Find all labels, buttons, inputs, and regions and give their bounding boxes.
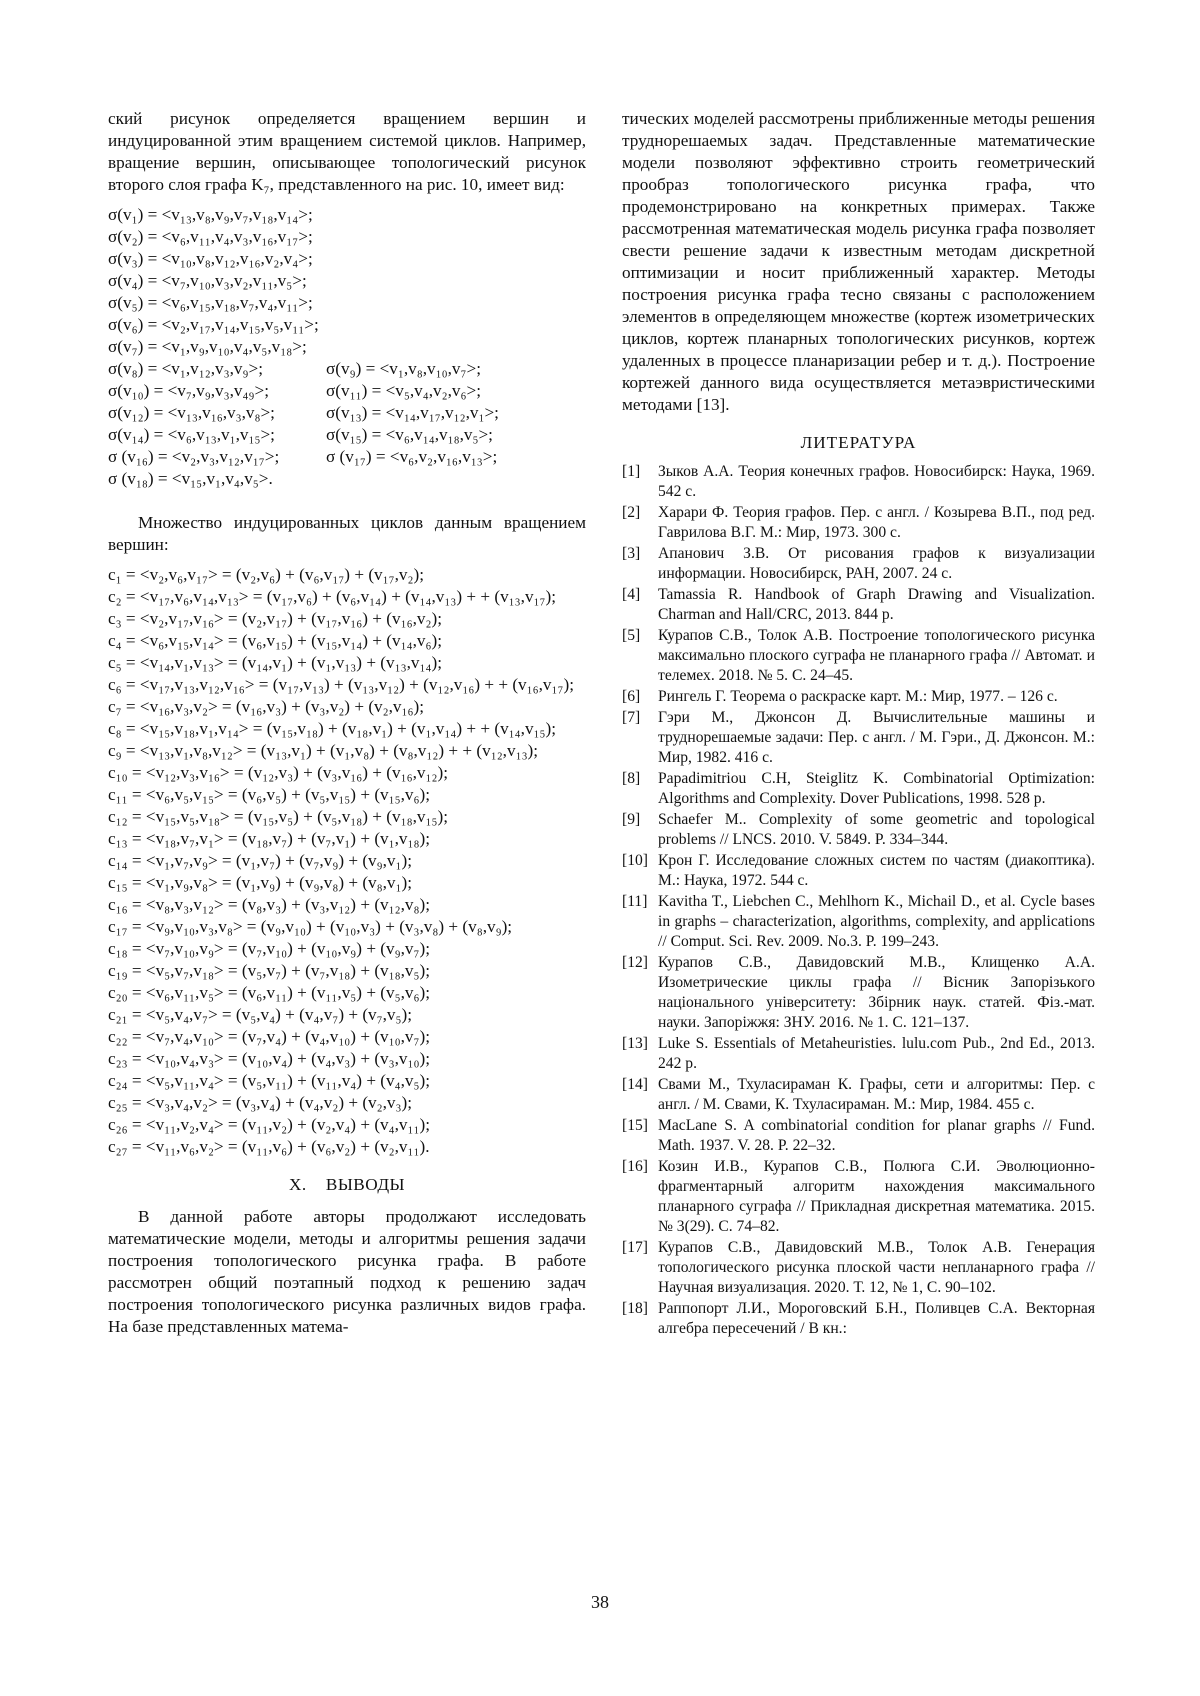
rotation-line: σ (v₁₆) = <v₂,v₃,v₁₂,v₁₇>; bbox=[108, 447, 280, 466]
rotation-pair bbox=[108, 380, 586, 402]
reference-item bbox=[622, 544, 1095, 584]
reference-text: Свами М., Тхуласираман К. Графы, сети и алгоритмы: Пер. с англ. / М. Свами, К. Тхуласираман. М.: Мир, 1984. 455 с. bbox=[658, 1076, 1095, 1113]
reference-number: [8] bbox=[622, 770, 641, 787]
reference-number: [12] bbox=[622, 954, 648, 971]
references-heading: ЛИТЕРАТУРА bbox=[800, 433, 917, 452]
cycle-line: c₁₅ = <v₁,v₉,v₈> = (v₁,v₉) + (v₉,v₈) + (v₈,v₁); bbox=[108, 873, 413, 892]
reference-number: [6] bbox=[622, 688, 641, 705]
reference-text: Schaefer M.. Complexity of some geometric and topological problems // LNCS. 2010. V. 5849. P. 334–344. bbox=[658, 811, 1095, 848]
reference-text: Крон Г. Исследование сложных систем по частям (диакоптика). М.: Наука, 1972. 544 с. bbox=[658, 852, 1095, 889]
reference-number: [18] bbox=[622, 1300, 648, 1317]
rotation-list bbox=[108, 204, 586, 490]
rotation-line: σ(v₇) = <v₁,v₉,v₁₀,v₄,v₅,v₁₈>; bbox=[108, 337, 307, 356]
reference-number: [16] bbox=[622, 1158, 648, 1175]
reference-text: Papadimitriou C.H, Steiglitz K. Combinatorial Optimization: Algorithms and Complexity. Dover Publications, 1998. 528 p. bbox=[658, 770, 1095, 807]
reference-text: Kavitha T., Liebchen C., Mehlhorn K., Michail D., et al. Cycle bases in graphs – characterization, algorithms, complexity, and applications // Comput. Sci. Rev. 2009. No.3. P. 199–243. bbox=[658, 893, 1095, 950]
reference-text: Харари Ф. Теория графов. Пер. с англ. / Козырева В.П., под ред. Гаврилова В.Г. М.: Мир, 1973. 300 с. bbox=[658, 504, 1095, 541]
cycle-line: c₁₄ = <v₁,v₇,v₉> = (v₁,v₇) + (v₇,v₉) + (v₉,v₁); bbox=[108, 851, 413, 870]
cycle-line: c₂₄ = <v₅,v₁₁,v₄> = (v₅,v₁₁) + (v₁₁,v₄) + (v₄,v₅); bbox=[108, 1071, 430, 1090]
rotation-pair bbox=[108, 424, 586, 446]
conclusion-paragraph: В данной работе авторы продолжают исследовать математические модели, методы и алгоритмы решения задачи построения топологического рисунка графа. В работе рассмотрен общий поэтапный подход к решению задач построения топологического рисунка различных видов графа. На базе представленных матема- bbox=[108, 1207, 586, 1336]
page-number: 38 bbox=[591, 1592, 609, 1612]
cycle-line: c₂₇ = <v₁₁,v₆,v₂> = (v₁₁,v₆) + (v₆,v₂) + (v₂,v₁₁). bbox=[108, 1137, 430, 1156]
cycle-line: c₂₃ = <v₁₀,v₄,v₃> = (v₁₀,v₄) + (v₄,v₃) + (v₃,v₁₀); bbox=[108, 1049, 430, 1068]
cycle-line: c₂₀ = <v₆,v₁₁,v₅> = (v₆,v₁₁) + (v₁₁,v₅) + (v₅,v₆); bbox=[108, 983, 430, 1002]
cycle-line: c₁₂ = <v₁₅,v₅,v₁₈> = (v₁₅,v₅) + (v₅,v₁₈) + (v₁₈,v₁₅); bbox=[108, 807, 448, 826]
conclusion-continued-paragraph: тических моделей рассмотрены приближенные методы решения труднорешаемых задач. Представленные математические модели позволяют эффективно строить геометрический прообраз топологического рисунка графа, что продемонстрировано на конкретных примерах. Также рассмотренная математическая модель рисунка графа позволяет свести решение задачи к известным методам дискретной оптимизации и носит приближенный характер. Методы построения рисунка графа тесно связаны с расположением элементов в определяющем множестве (кортеж изометрических циклов, кортеж планарных топологических рисунков, кортеж удаленных в процессе планаризации ребер и т. д.). Построение кортежей данного вида осуществляется метаэвристическими методами [13]. bbox=[622, 109, 1095, 414]
reference-item bbox=[622, 503, 1095, 543]
cycle-line: c₂ = <v₁₇,v₆,v₁₄,v₁₃> = (v₁₇,v₆) + (v₆,v₁₄) + (v₁₄,v₁₃) + + (v₁₃,v₁₇); bbox=[108, 587, 557, 606]
cycle-line: c₁ = <v₂,v₆,v₁₇> = (v₂,v₆) + (v₆,v₁₇) + (v₁₇,v₂); bbox=[108, 565, 425, 584]
rotation-line: σ(v₁₃) = <v₁₄,v₁₇,v₁₂,v₁>; bbox=[326, 403, 499, 422]
reference-number: [2] bbox=[622, 504, 641, 521]
cycle-line: c₆ = <v₁₇,v₁₃,v₁₂,v₁₆> = (v₁₇,v₁₃) + (v₁₃,v₁₂) + (v₁₂,v₁₆) + + (v₁₆,v₁₇); bbox=[108, 675, 575, 694]
rotation-line: σ(v₁₅) = <v₆,v₁₄,v₁₈,v₅>; bbox=[326, 425, 493, 444]
cycle-line: c₁₈ = <v₇,v₁₀,v₉> = (v₇,v₁₀) + (v₁₀,v₉) + (v₉,v₇); bbox=[108, 939, 430, 958]
reference-item bbox=[622, 1116, 1095, 1156]
rotation-line: σ(v₅) = <v₆,v₁₅,v₁₈,v₇,v₄,v₁₁>; bbox=[108, 293, 313, 312]
cycle-line: c₅ = <v₁₄,v₁,v₁₃> = (v₁₄,v₁) + (v₁,v₁₃) + (v₁₃,v₁₄); bbox=[108, 653, 442, 672]
intro-paragraph: ский рисунок определяется вращением вершин и индуцированной этим вращением системой циклов. Например, вращение вершин, описывающее топологический рисунок второго слоя графа K₇, представленного на рис. 10, имеет вид: bbox=[108, 109, 586, 194]
rotation-line: σ(v₂) = <v₆,v₁₁,v₄,v₃,v₁₆,v₁₇>; bbox=[108, 227, 313, 246]
reference-number: [10] bbox=[622, 852, 648, 869]
rotation-line: σ(v₄) = <v₇,v₁₀,v₃,v₂,v₁₁,v₅>; bbox=[108, 271, 307, 290]
reference-item bbox=[622, 953, 1095, 1033]
reference-item bbox=[622, 1238, 1095, 1298]
rotation-line: σ (v₁₈) = <v₁₅,v₁,v₄,v₅>. bbox=[108, 469, 273, 488]
cycles-intro: Множество индуцированных циклов данным вращением вершин: bbox=[108, 513, 586, 554]
reference-text: Курапов С.В., Давидовский М.В., Толок А.В. Генерация топологического рисунка плоской части непланарного графа // Научная визуализация. 2020. Т. 12, № 1, С. 90–102. bbox=[658, 1239, 1095, 1296]
cycle-line: c₁₉ = <v₅,v₇,v₁₈> = (v₅,v₇) + (v₇,v₁₈) + (v₁₈,v₅); bbox=[108, 961, 430, 980]
rotation-line: σ(v₁) = <v₁₃,v₈,v₉,v₇,v₁₈,v₁₄>; bbox=[108, 205, 313, 224]
rotation-pair bbox=[108, 358, 586, 380]
reference-number: [1] bbox=[622, 463, 641, 480]
cycle-line: c₂₅ = <v₃,v₄,v₂> = (v₃,v₄) + (v₄,v₂) + (v₂,v₃); bbox=[108, 1093, 413, 1112]
reference-list bbox=[622, 462, 1095, 1339]
rotation-line: σ(v₁₂) = <v₁₃,v₁₆,v₃,v₈>; bbox=[108, 403, 275, 422]
reference-number: [7] bbox=[622, 709, 641, 726]
reference-item bbox=[622, 708, 1095, 768]
rotation-line: σ(v₉) = <v₁,v₈,v₁₀,v₇>; bbox=[326, 359, 481, 378]
reference-item bbox=[622, 1157, 1095, 1237]
reference-text: Козин И.В., Курапов С.В., Полюга С.И. Эволюционно-фрагментарный алгоритм нахождения максимального планарного суграфа // Прикладная дискретная математика. 2015. № 3(29). С. 74–82. bbox=[658, 1158, 1095, 1235]
section-heading-conclusions: X. ВЫВОДЫ bbox=[288, 1175, 406, 1194]
reference-text: Гэри М., Джонсон Д. Вычислительные машины и труднорешаемые задачи: Пер. с англ. / М. Гэри., Д. Джонсон. М.: Мир, 1982. 416 с. bbox=[658, 709, 1095, 766]
reference-text: Рингель Г. Теорема о раскраске карт. М.: Мир, 1977. – 126 с. bbox=[658, 688, 1058, 705]
cycle-list bbox=[108, 564, 586, 1158]
cycle-line: c₁₃ = <v₁₈,v₇,v₁> = (v₁₈,v₇) + (v₇,v₁) + (v₁,v₁₈); bbox=[108, 829, 430, 848]
reference-number: [11] bbox=[622, 893, 648, 910]
rotation-line: σ(v₁₀) = <v₇,v₉,v₃,v₄₉>; bbox=[108, 381, 269, 400]
reference-text: Tamassia R. Handbook of Graph Drawing and Visualization. Charman and Hall/CRC, 2013. 844 p. bbox=[658, 586, 1095, 623]
reference-number: [3] bbox=[622, 545, 641, 562]
rotation-line: σ(v₆) = <v₂,v₁₇,v₁₄,v₁₅,v₅,v₁₁>; bbox=[108, 315, 319, 334]
cycle-line: c₂₆ = <v₁₁,v₂,v₄> = (v₁₁,v₂) + (v₂,v₄) + (v₄,v₁₁); bbox=[108, 1115, 430, 1134]
reference-text: Зыков А.А. Теория конечных графов. Новосибирск: Наука, 1969. 542 с. bbox=[658, 463, 1095, 500]
reference-item bbox=[622, 687, 1095, 707]
rotation-line: σ (v₁₇) = <v₆,v₂,v₁₆,v₁₃>; bbox=[326, 447, 498, 466]
cycle-line: c₄ = <v₆,v₁₅,v₁₄> = (v₆,v₁₅) + (v₁₅,v₁₄) + (v₁₄,v₆); bbox=[108, 631, 442, 650]
reference-item bbox=[622, 1299, 1095, 1339]
cycle-line: c₂₁ = <v₅,v₄,v₇> = (v₅,v₄) + (v₄,v₇) + (v₇,v₅); bbox=[108, 1005, 413, 1024]
rotation-pair bbox=[108, 402, 586, 424]
reference-item bbox=[622, 892, 1095, 952]
rotation-line: σ(v₈) = <v₁,v₁₂,v₃,v₉>; bbox=[108, 359, 263, 378]
cycle-line: c₉ = <v₁₃,v₁,v₈,v₁₂> = (v₁₃,v₁) + (v₁,v₈) + (v₈,v₁₂) + + (v₁₂,v₁₃); bbox=[108, 741, 539, 760]
cycle-line: c₇ = <v₁₆,v₃,v₂> = (v₁₆,v₃) + (v₃,v₂) + (v₂,v₁₆); bbox=[108, 697, 425, 716]
reference-number: [15] bbox=[622, 1117, 648, 1134]
cycle-line: c₁₁ = <v₆,v₅,v₁₅> = (v₆,v₅) + (v₅,v₁₅) + (v₁₅,v₆); bbox=[108, 785, 430, 804]
cycle-line: c₃ = <v₂,v₁₇,v₁₆> = (v₂,v₁₇) + (v₁₇,v₁₆) + (v₁₆,v₂); bbox=[108, 609, 442, 628]
reference-item bbox=[622, 1034, 1095, 1074]
reference-item bbox=[622, 585, 1095, 625]
reference-item bbox=[622, 626, 1095, 686]
rotation-line: σ(v₃) = <v₁₀,v₈,v₁₂,v₁₆,v₂,v₄>; bbox=[108, 249, 313, 268]
reference-text: Апанович З.В. От рисования графов к визуализации информации. Новосибирск, РАН, 2007. 24 с. bbox=[658, 545, 1095, 582]
reference-item bbox=[622, 810, 1095, 850]
reference-number: [17] bbox=[622, 1239, 648, 1256]
reference-text: MacLane S. A combinatorial condition for planar graphs // Fund. Math. 1937. V. 28. P. 22–32. bbox=[658, 1117, 1095, 1154]
cycle-line: c₁₀ = <v₁₂,v₃,v₁₆> = (v₁₂,v₃) + (v₃,v₁₆) + (v₁₆,v₁₂); bbox=[108, 763, 448, 782]
cycle-line: c₁₆ = <v₈,v₃,v₁₂> = (v₈,v₃) + (v₃,v₁₂) + (v₁₂,v₈); bbox=[108, 895, 430, 914]
reference-item bbox=[622, 769, 1095, 809]
reference-text: Курапов С.В., Толок А.В. Построение топологического рисунка максимально плоского суграфа не планарного графа // Автомат. и телемех. 2018. № 5. С. 24–45. bbox=[658, 627, 1095, 684]
reference-item bbox=[622, 851, 1095, 891]
left-column bbox=[108, 108, 586, 1338]
cycle-line: c₈ = <v₁₅,v₁₈,v₁,v₁₄> = (v₁₅,v₁₈) + (v₁₈,v₁) + (v₁,v₁₄) + + (v₁₄,v₁₅); bbox=[108, 719, 557, 738]
reference-text: Раппопорт Л.И., Мороговский Б.Н., Поливцев С.А. Векторная алгебра пересечений / В кн.: bbox=[658, 1300, 1095, 1337]
reference-number: [13] bbox=[622, 1035, 648, 1052]
cycle-line: c₁₇ = <v₉,v₁₀,v₃,v₈> = (v₉,v₁₀) + (v₁₀,v₃) + (v₃,v₈) + (v₈,v₉); bbox=[108, 917, 513, 936]
reference-text: Курапов С.В., Давидовский М.В., Клищенко А.А. Изометрические циклы графа // Вісник Запорізького національного університету: Збірник наук. статей. Фіз.-мат. науки. Запоріжжя: ЗНУ. 2016. № 1. С. 121–137. bbox=[658, 954, 1095, 1031]
reference-number: [4] bbox=[622, 586, 641, 603]
reference-number: [14] bbox=[622, 1076, 648, 1093]
reference-number: [9] bbox=[622, 811, 641, 828]
rotation-line: σ(v₁₄) = <v₆,v₁₃,v₁,v₁₅>; bbox=[108, 425, 275, 444]
reference-number: [5] bbox=[622, 627, 641, 644]
reference-text: Luke S. Essentials of Metaheuristies. lulu.com Pub., 2nd Ed., 2013. 242 p. bbox=[658, 1035, 1095, 1072]
rotation-line: σ(v₁₁) = <v₅,v₄,v₂,v₆>; bbox=[326, 381, 481, 400]
rotation-pair bbox=[108, 446, 586, 468]
right-column bbox=[622, 108, 1095, 1340]
reference-item bbox=[622, 1075, 1095, 1115]
cycle-line: c₂₂ = <v₇,v₄,v₁₀> = (v₇,v₄) + (v₄,v₁₀) + (v₁₀,v₇); bbox=[108, 1027, 430, 1046]
reference-item bbox=[622, 462, 1095, 502]
